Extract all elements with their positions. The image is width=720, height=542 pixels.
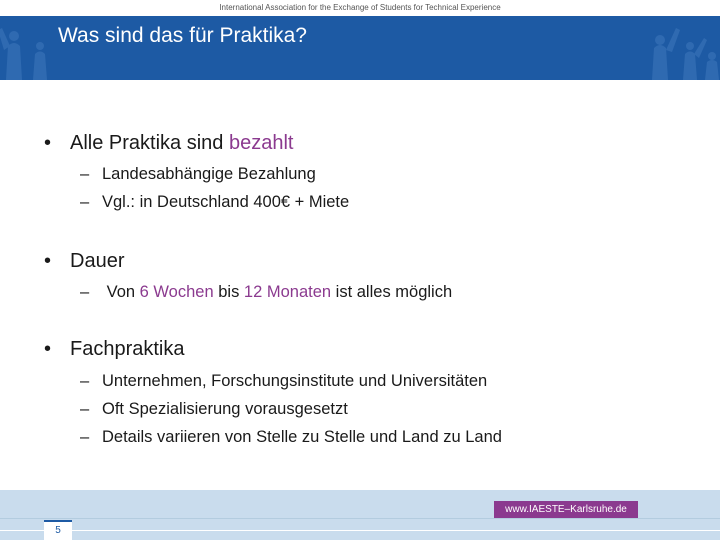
association-tagline: International Association for the Exchange of Students for Technical Experience [0,0,720,16]
slide-footer [0,490,720,540]
footer-divider [0,518,720,519]
subitem-mid: bis [218,283,240,301]
bullet-dot: • [44,250,52,272]
subitem-landesabhaengig: – Landesabhängige Bezahlung [80,165,316,183]
subitem-dauer-range: – Von 6 Wochen bis 12 Monaten ist alles möglich [80,283,453,301]
subitem-vergleich: – Vgl.: in Deutschland 400€ + Miete [80,193,350,211]
subitem-unternehmen: – Unternehmen, Forschungsinstitute und Universitäten [80,372,488,390]
footer-divider [0,530,720,531]
slide-content [0,80,720,490]
slide-title: Was sind das für Praktika? [58,24,307,47]
subitem-pre: Von [106,283,136,301]
bullet-text: Dauer [70,250,125,272]
bullet-dot: • [44,132,52,154]
slide-header [0,16,720,80]
bullet-bezahlt [44,132,293,155]
subitem-spezialisierung: – Oft Spezialisierung vorausgesetzt [80,400,348,418]
subitem-text: Vgl.: in Deutschland 400€ + Miete [102,193,350,211]
subitem-text: Unternehmen, Forschungsinstitute und Universitäten [102,372,488,390]
bullet-text: Fachpraktika [70,338,185,360]
highlight-12-monaten: 12 Monaten [243,283,332,301]
highlight-6-wochen: 6 Wochen [139,283,214,301]
page-number: 5 [44,520,72,542]
subitem-text: Landesabhängige Bezahlung [102,165,316,183]
subitem-post: ist alles möglich [335,283,453,301]
website-link[interactable]: www.IAESTE–Karlsruhe.de [494,501,638,518]
subitem-text: Details variieren von Stelle zu Stelle und Land zu Land [102,428,502,446]
highlight-bezahlt: bezahlt [228,132,294,154]
bullet-text: Alle Praktika sind [70,132,224,154]
bullet-dauer [44,250,124,273]
bullet-fachpraktika [44,338,185,361]
subitem-details: – Details variieren von Stelle zu Stelle und Land zu Land [80,428,502,446]
bullet-dot: • [44,338,52,360]
subitem-text: Oft Spezialisierung vorausgesetzt [102,400,348,418]
